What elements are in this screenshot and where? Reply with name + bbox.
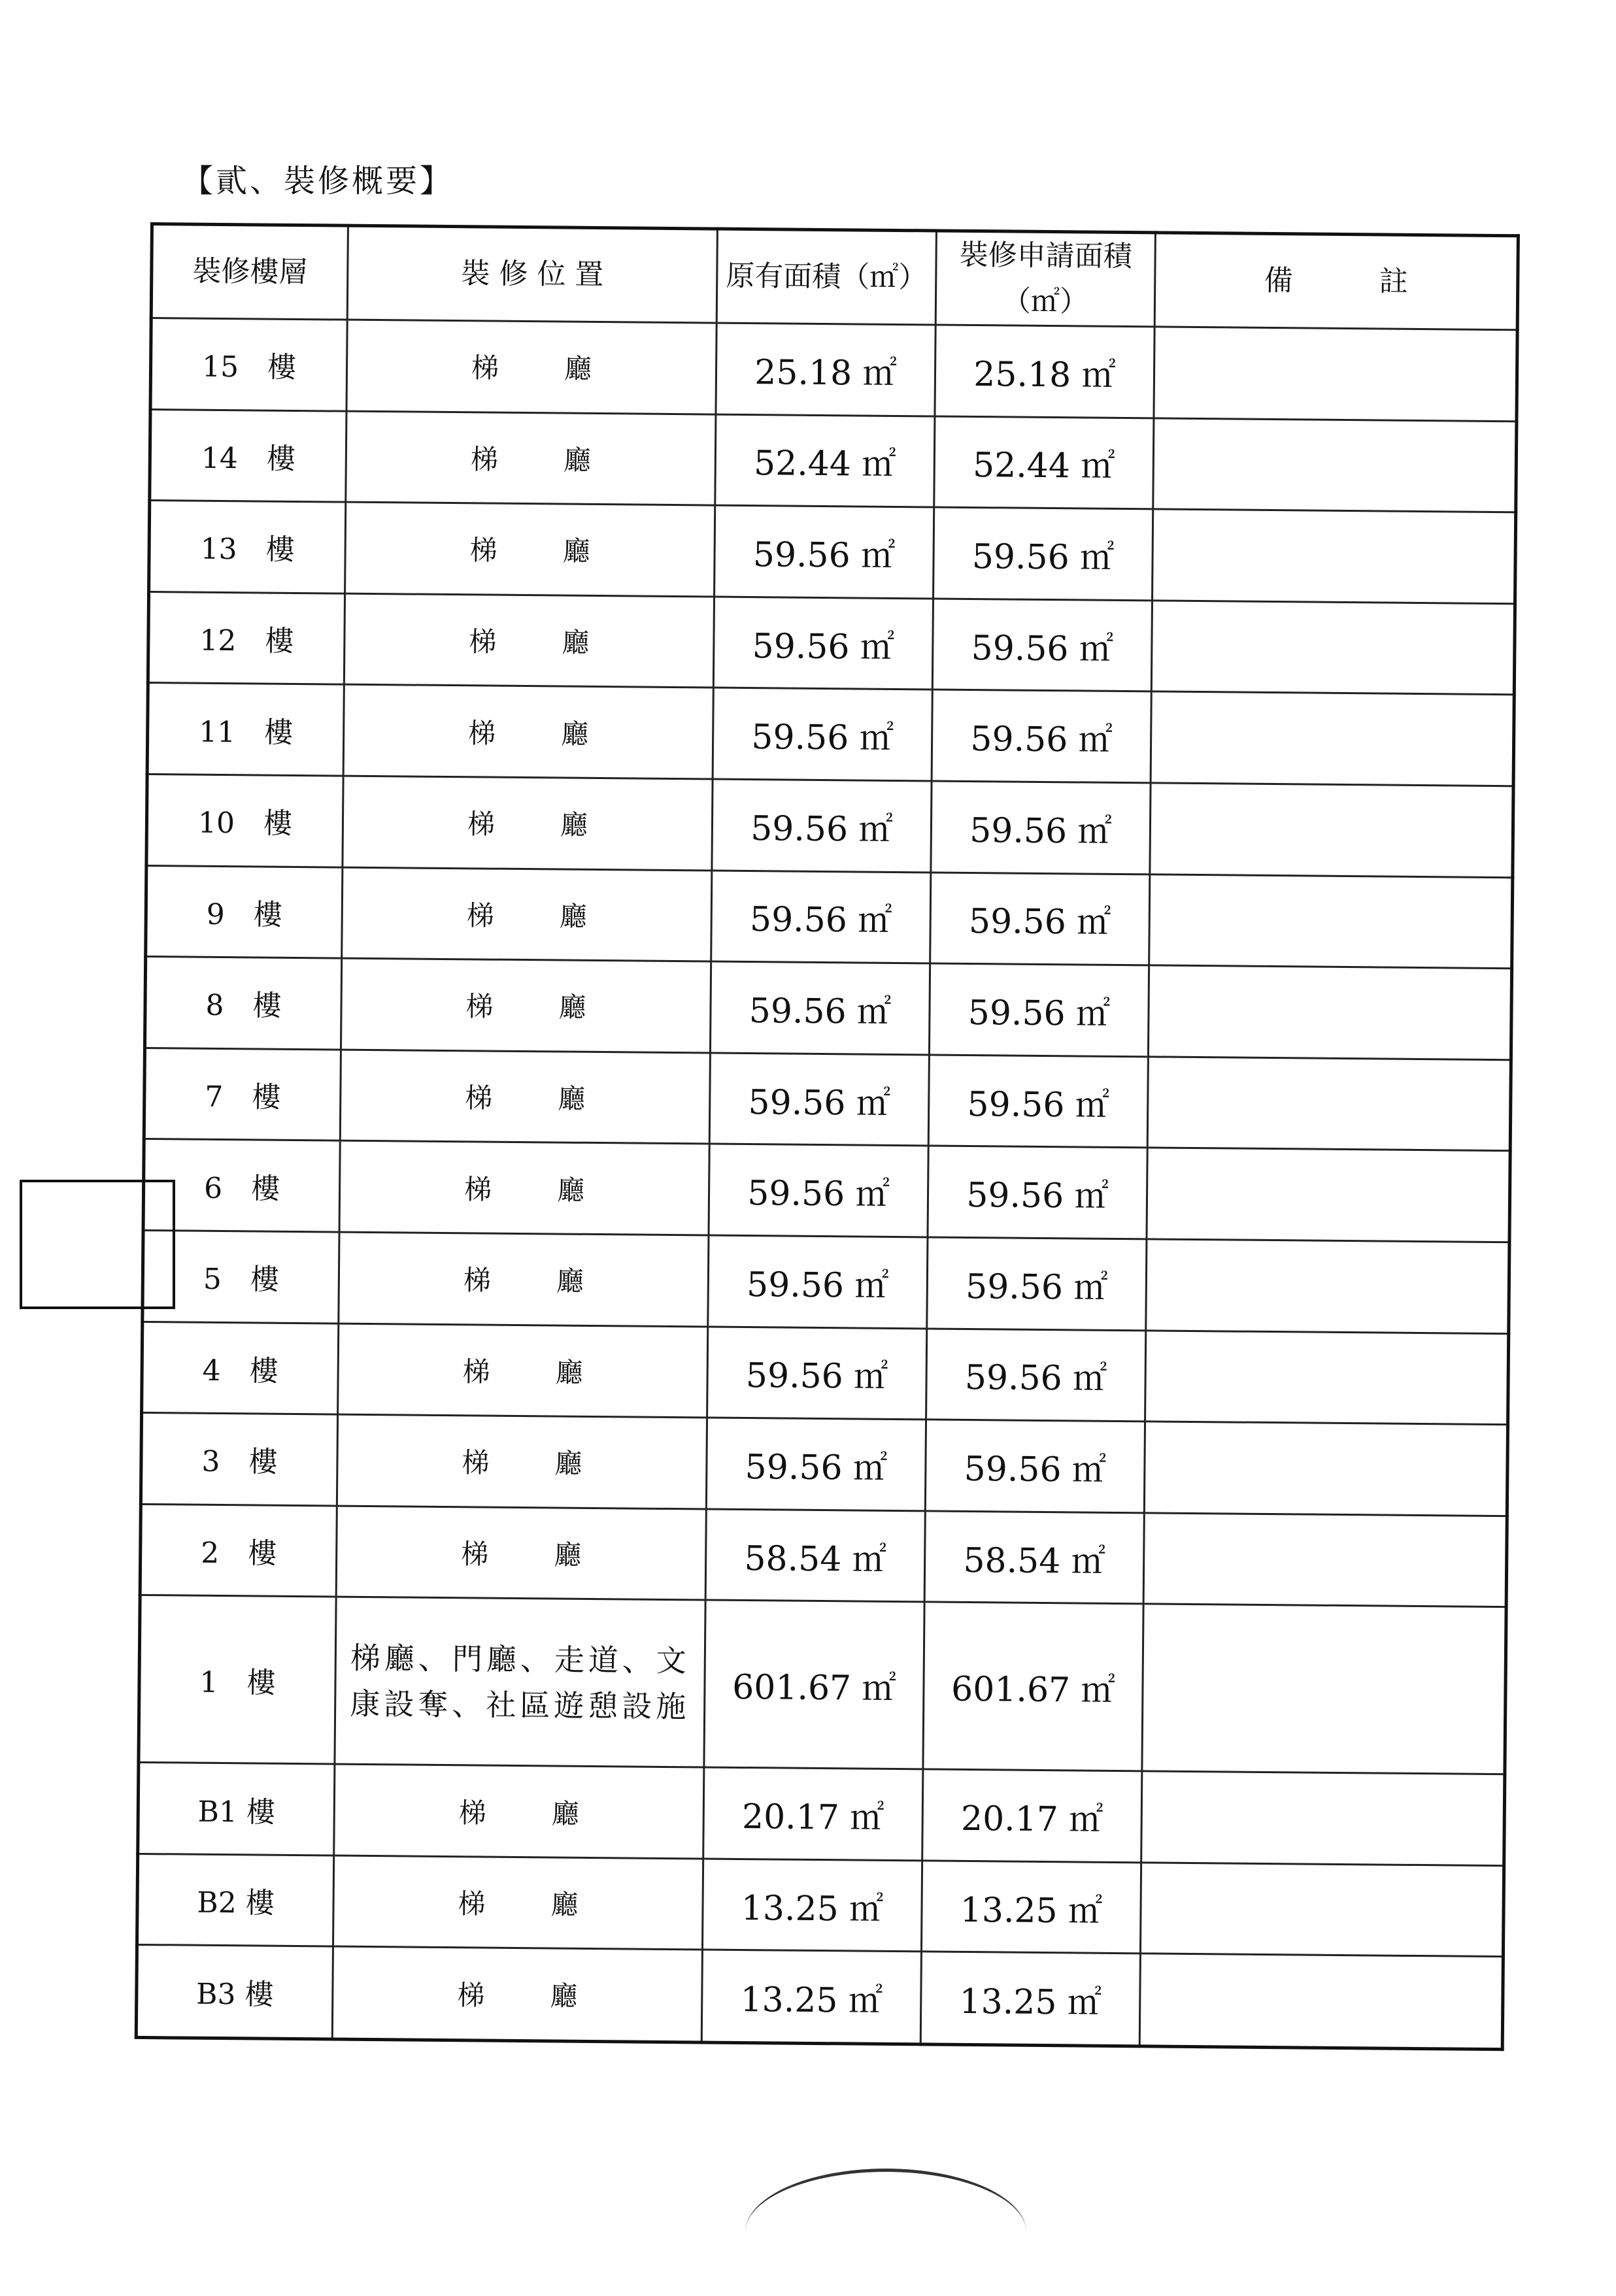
applied-area-cell: 59.56 ㎡ — [927, 1237, 1147, 1331]
position-cell: 梯廳 — [332, 1946, 702, 2042]
official-seal — [20, 1180, 175, 1309]
header-applied-area: 裝修申請面積（㎡） — [935, 231, 1155, 327]
original-area-cell: 59.56 ㎡ — [709, 1053, 929, 1146]
applied-area-cell: 59.56 ㎡ — [930, 873, 1150, 966]
table-row — [138, 1763, 1505, 1866]
position-cell: 梯廳 — [341, 958, 711, 1053]
applied-area-cell: 59.56 ㎡ — [932, 599, 1152, 692]
floor-cell: 3 樓 — [141, 1413, 337, 1506]
original-area-cell: 20.17 ㎡ — [703, 1767, 923, 1861]
header-position: 裝 修 位 置 — [347, 225, 717, 323]
remarks-cell — [1147, 1148, 1510, 1242]
remarks-cell — [1140, 1863, 1504, 1957]
position-cell: 梯廳 — [339, 1232, 709, 1327]
table-row — [142, 1322, 1509, 1425]
header-original-area: 原有面積（㎡） — [716, 229, 936, 325]
applied-area-cell: 59.56 ㎡ — [934, 507, 1153, 601]
applied-area-cell: 13.25 ㎡ — [920, 1952, 1140, 2046]
table-row — [150, 318, 1517, 422]
header-floor: 裝修樓層 — [151, 224, 348, 320]
floor-cell: 13 樓 — [149, 501, 346, 593]
applied-area-cell: 58.54 ㎡ — [924, 1511, 1144, 1605]
original-area-cell: 59.56 ㎡ — [712, 779, 932, 873]
original-area-cell: 59.56 ㎡ — [708, 1235, 928, 1329]
applied-area-cell: 20.17 ㎡ — [922, 1769, 1142, 1863]
floor-cell: 7 樓 — [144, 1048, 341, 1140]
applied-area-cell: 52.44 ㎡ — [934, 416, 1154, 510]
floor-cell: 5 樓 — [143, 1230, 339, 1323]
remarks-cell — [1153, 418, 1517, 512]
applied-area-cell: 59.56 ㎡ — [928, 1055, 1148, 1148]
table-row — [148, 591, 1515, 695]
position-cell: 梯廳 — [339, 1140, 709, 1235]
position-cell: 梯廳 — [345, 502, 715, 597]
table-row — [149, 501, 1516, 604]
remarks-cell — [1151, 691, 1514, 786]
floor-cell: 10 樓 — [146, 774, 343, 867]
remarks-cell — [1145, 1330, 1509, 1424]
table-row — [147, 683, 1514, 786]
original-area-cell: 59.56 ㎡ — [715, 505, 934, 599]
original-area-cell: 58.54 ㎡ — [705, 1509, 925, 1603]
floor-cell: 11 樓 — [147, 683, 344, 776]
original-area-cell: 59.56 ㎡ — [713, 597, 933, 690]
table-row — [143, 1230, 1509, 1333]
position-cell: 梯廳 — [344, 593, 714, 688]
remarks-cell — [1147, 1057, 1511, 1151]
position-cell: 梯廳 — [342, 867, 712, 962]
applied-area-cell: 59.56 ㎡ — [925, 1420, 1145, 1513]
position-cell: 梯廳 — [333, 1855, 703, 1950]
remarks-cell — [1141, 1771, 1505, 1865]
remarks-cell — [1150, 783, 1513, 877]
table-row — [141, 1413, 1507, 1516]
remarks-cell — [1143, 1513, 1507, 1607]
original-area-cell: 13.25 ㎡ — [701, 1950, 921, 2044]
original-area-cell: 601.67 ㎡ — [704, 1600, 924, 1769]
table-row — [150, 409, 1517, 512]
original-area-cell: 59.56 ㎡ — [706, 1418, 926, 1511]
table-row — [139, 1595, 1506, 1774]
applied-area-cell: 59.56 ㎡ — [929, 963, 1149, 1057]
original-area-cell: 13.25 ㎡ — [702, 1859, 922, 1952]
floor-cell: 4 樓 — [142, 1322, 339, 1414]
floor-cell: 15 樓 — [150, 318, 347, 411]
position-cell: 梯廳、門廳、走道、文康設奪、社區遊憩設施 — [335, 1597, 705, 1767]
remarks-cell — [1149, 874, 1513, 968]
original-area-cell: 25.18 ㎡ — [716, 323, 935, 416]
table-header-row — [151, 224, 1518, 330]
floor-cell: 14 樓 — [150, 409, 346, 502]
position-cell: 梯廳 — [343, 684, 713, 779]
position-cell: 梯廳 — [340, 1050, 710, 1144]
table-row — [143, 1139, 1510, 1242]
remarks-cell — [1151, 601, 1515, 695]
remarks-cell — [1154, 327, 1517, 421]
original-area-cell: 59.56 ㎡ — [709, 1144, 928, 1237]
applied-area-cell: 601.67 ㎡ — [923, 1602, 1143, 1771]
renovation-summary-table — [135, 222, 1520, 2051]
original-area-cell: 59.56 ㎡ — [713, 688, 932, 781]
floor-cell: 2 樓 — [140, 1504, 337, 1597]
table-row — [144, 1048, 1511, 1151]
table-row — [146, 774, 1513, 877]
position-cell: 梯廳 — [337, 1414, 707, 1509]
applied-area-cell: 59.56 ㎡ — [932, 690, 1151, 783]
table-row — [146, 865, 1513, 969]
header-remarks: 備 註 — [1154, 233, 1518, 330]
position-cell: 梯廳 — [346, 320, 716, 414]
position-cell: 梯廳 — [343, 776, 713, 871]
floor-cell: B3 樓 — [136, 1945, 333, 2039]
floor-cell: 9 樓 — [146, 865, 343, 958]
original-area-cell: 59.56 ㎡ — [710, 961, 930, 1055]
applied-area-cell: 59.56 ㎡ — [931, 781, 1151, 874]
original-area-cell: 59.56 ㎡ — [707, 1327, 927, 1420]
remarks-cell — [1139, 1954, 1503, 2049]
section-title: 【貳、裝修概要】 — [182, 163, 454, 199]
original-area-cell: 52.44 ㎡ — [715, 414, 935, 508]
floor-cell: 1 樓 — [139, 1595, 336, 1765]
floor-cell: B1 樓 — [138, 1763, 335, 1855]
floor-cell: 12 樓 — [148, 591, 345, 684]
remarks-cell — [1142, 1604, 1506, 1774]
table-row — [137, 1854, 1504, 1957]
table-row — [140, 1504, 1507, 1607]
table-body — [136, 318, 1517, 2050]
applied-area-cell: 13.25 ㎡ — [921, 1861, 1141, 1954]
applied-area-cell: 59.56 ㎡ — [926, 1328, 1146, 1422]
floor-cell: B2 樓 — [137, 1854, 333, 1946]
applied-area-cell: 25.18 ㎡ — [935, 325, 1154, 418]
original-area-cell: 59.56 ㎡ — [711, 871, 931, 964]
position-cell: 梯廳 — [336, 1506, 706, 1601]
position-cell: 梯廳 — [346, 411, 716, 506]
remarks-cell — [1148, 965, 1511, 1059]
floor-cell: 6 樓 — [143, 1139, 340, 1232]
floor-cell: 8 樓 — [144, 957, 341, 1050]
table-row — [136, 1945, 1503, 2050]
bottom-stamp-mark — [745, 2169, 1026, 2296]
remarks-cell — [1146, 1239, 1509, 1333]
remarks-cell — [1153, 509, 1516, 603]
position-cell: 梯廳 — [338, 1323, 708, 1418]
remarks-cell — [1144, 1422, 1507, 1516]
applied-area-cell: 59.56 ㎡ — [928, 1146, 1147, 1239]
position-cell: 梯廳 — [334, 1764, 704, 1859]
table-row — [144, 957, 1511, 1060]
